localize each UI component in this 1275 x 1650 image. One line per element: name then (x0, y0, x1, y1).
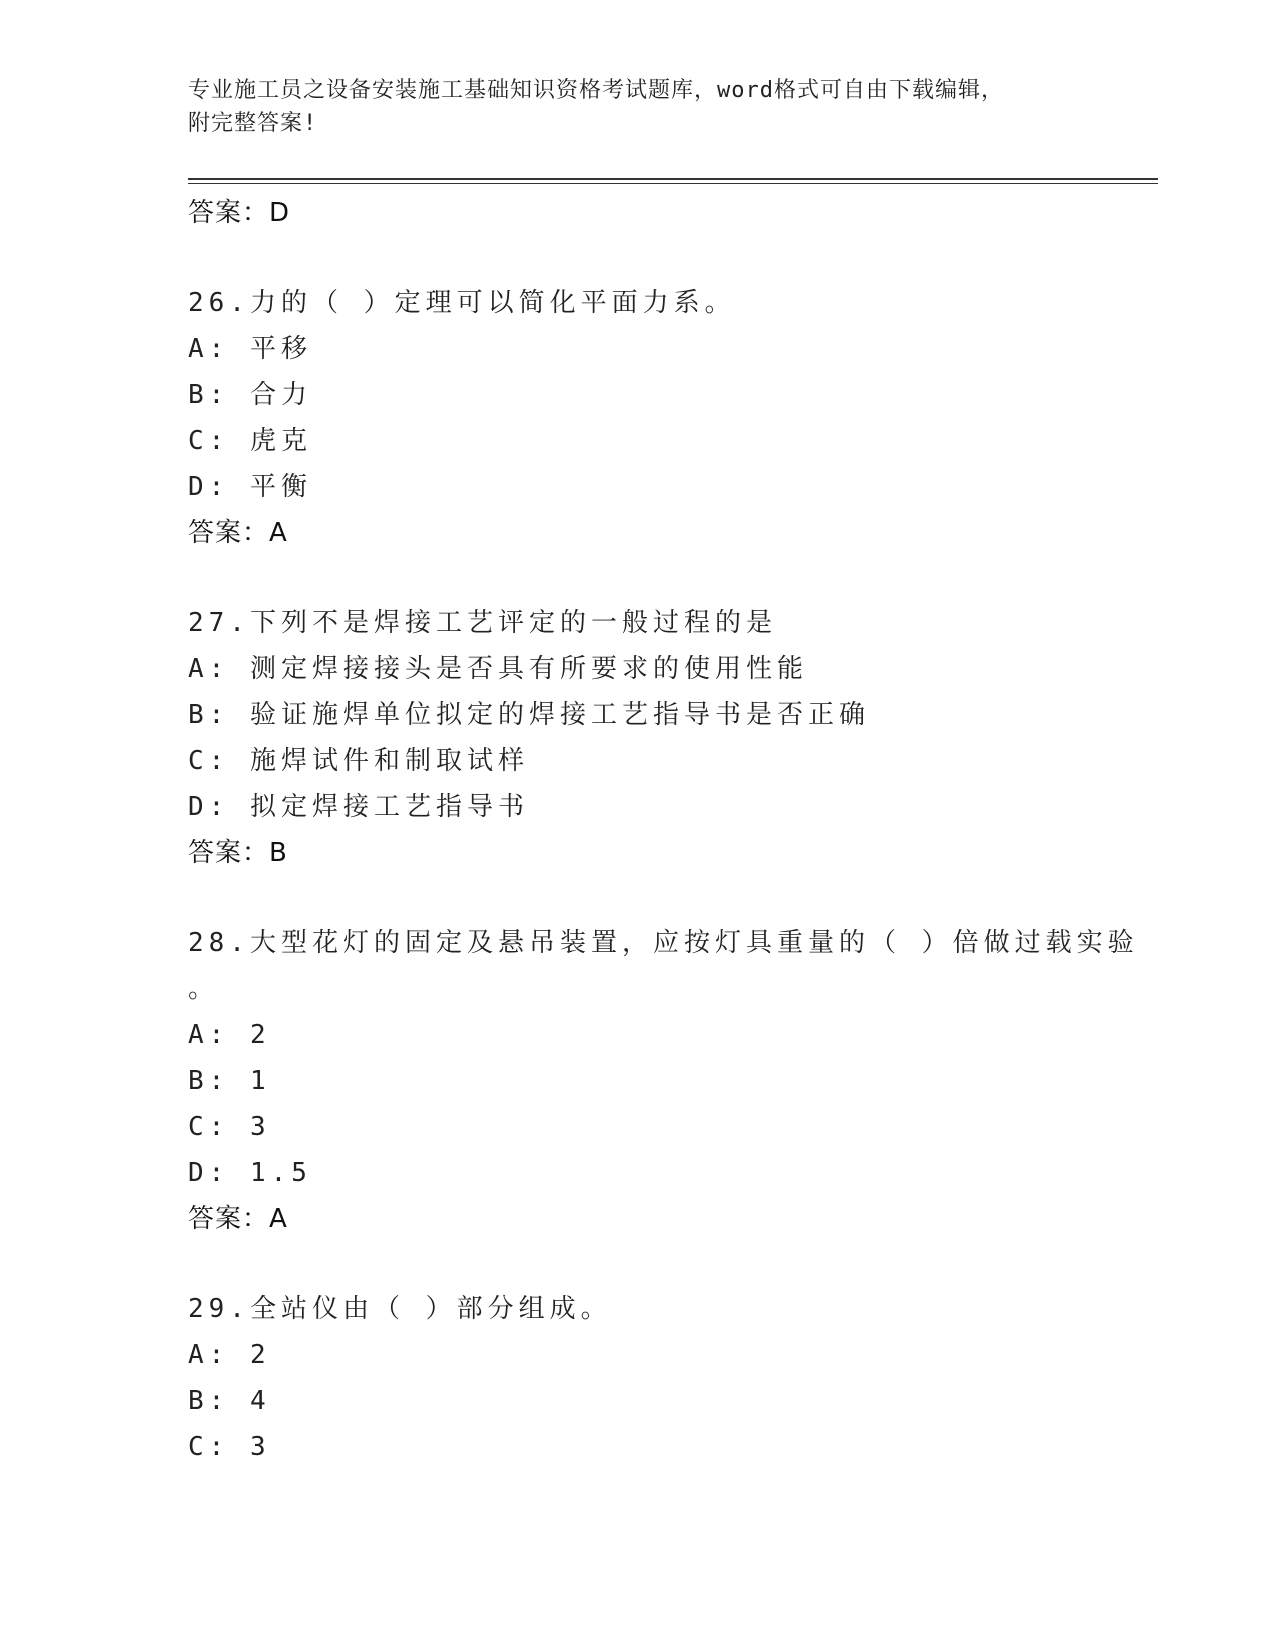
header-line-1: 专业施工员之设备安装施工基础知识资格考试题库，word格式可自由下载编辑， (188, 78, 1004, 103)
header-divider-thick (188, 178, 1158, 180)
header-divider-thin (188, 183, 1158, 184)
answer-line: 答案：A (188, 518, 288, 548)
question-29 (188, 1286, 1158, 1470)
question-stem: 28.大型花灯的固定及悬吊装置，应按灯具重量的（ ）倍做过载实验 (188, 928, 1139, 958)
question-28 (188, 920, 1158, 1242)
question-26 (188, 280, 1158, 556)
spacer (188, 876, 1158, 920)
option-c: C: 3 (188, 1432, 271, 1462)
option-a: A: 测定焊接接头是否具有所要求的使用性能 (188, 654, 808, 684)
option-b: B: 4 (188, 1386, 271, 1416)
option-a: A: 2 (188, 1020, 271, 1050)
question-stem-continuation: 。 (188, 974, 220, 1004)
question-stem: 29.全站仪由（ ）部分组成。 (188, 1294, 612, 1324)
option-b: B: 1 (188, 1066, 271, 1096)
option-b: B: 验证施焊单位拟定的焊接工艺指导书是否正确 (188, 700, 870, 730)
question-27 (188, 600, 1158, 876)
option-d: D: 拟定焊接工艺指导书 (188, 792, 529, 822)
option-a: A: 2 (188, 1340, 271, 1370)
question-stem: 26.力的（ ）定理可以简化平面力系。 (188, 288, 736, 318)
header-line-2: 附完整答案! (188, 111, 318, 136)
option-b: B: 合力 (188, 380, 312, 410)
question-stem: 27.下列不是焊接工艺评定的一般过程的是 (188, 608, 777, 638)
spacer (188, 556, 1158, 600)
spacer (188, 1242, 1158, 1286)
answer-line: 答案：A (188, 1204, 288, 1234)
question-list (188, 190, 1158, 1470)
answer-line: 答案：D (188, 198, 291, 228)
option-c: C: 施焊试件和制取试样 (188, 746, 529, 776)
option-a: A: 平移 (188, 334, 312, 364)
document-header (188, 74, 1088, 140)
option-c: C: 3 (188, 1112, 271, 1142)
option-d: D: 平衡 (188, 472, 312, 502)
option-c: C: 虎克 (188, 426, 312, 456)
option-d: D: 1.5 (188, 1158, 312, 1188)
document-page (188, 0, 1158, 1650)
answer-line: 答案：B (188, 838, 288, 868)
spacer (188, 236, 1158, 280)
